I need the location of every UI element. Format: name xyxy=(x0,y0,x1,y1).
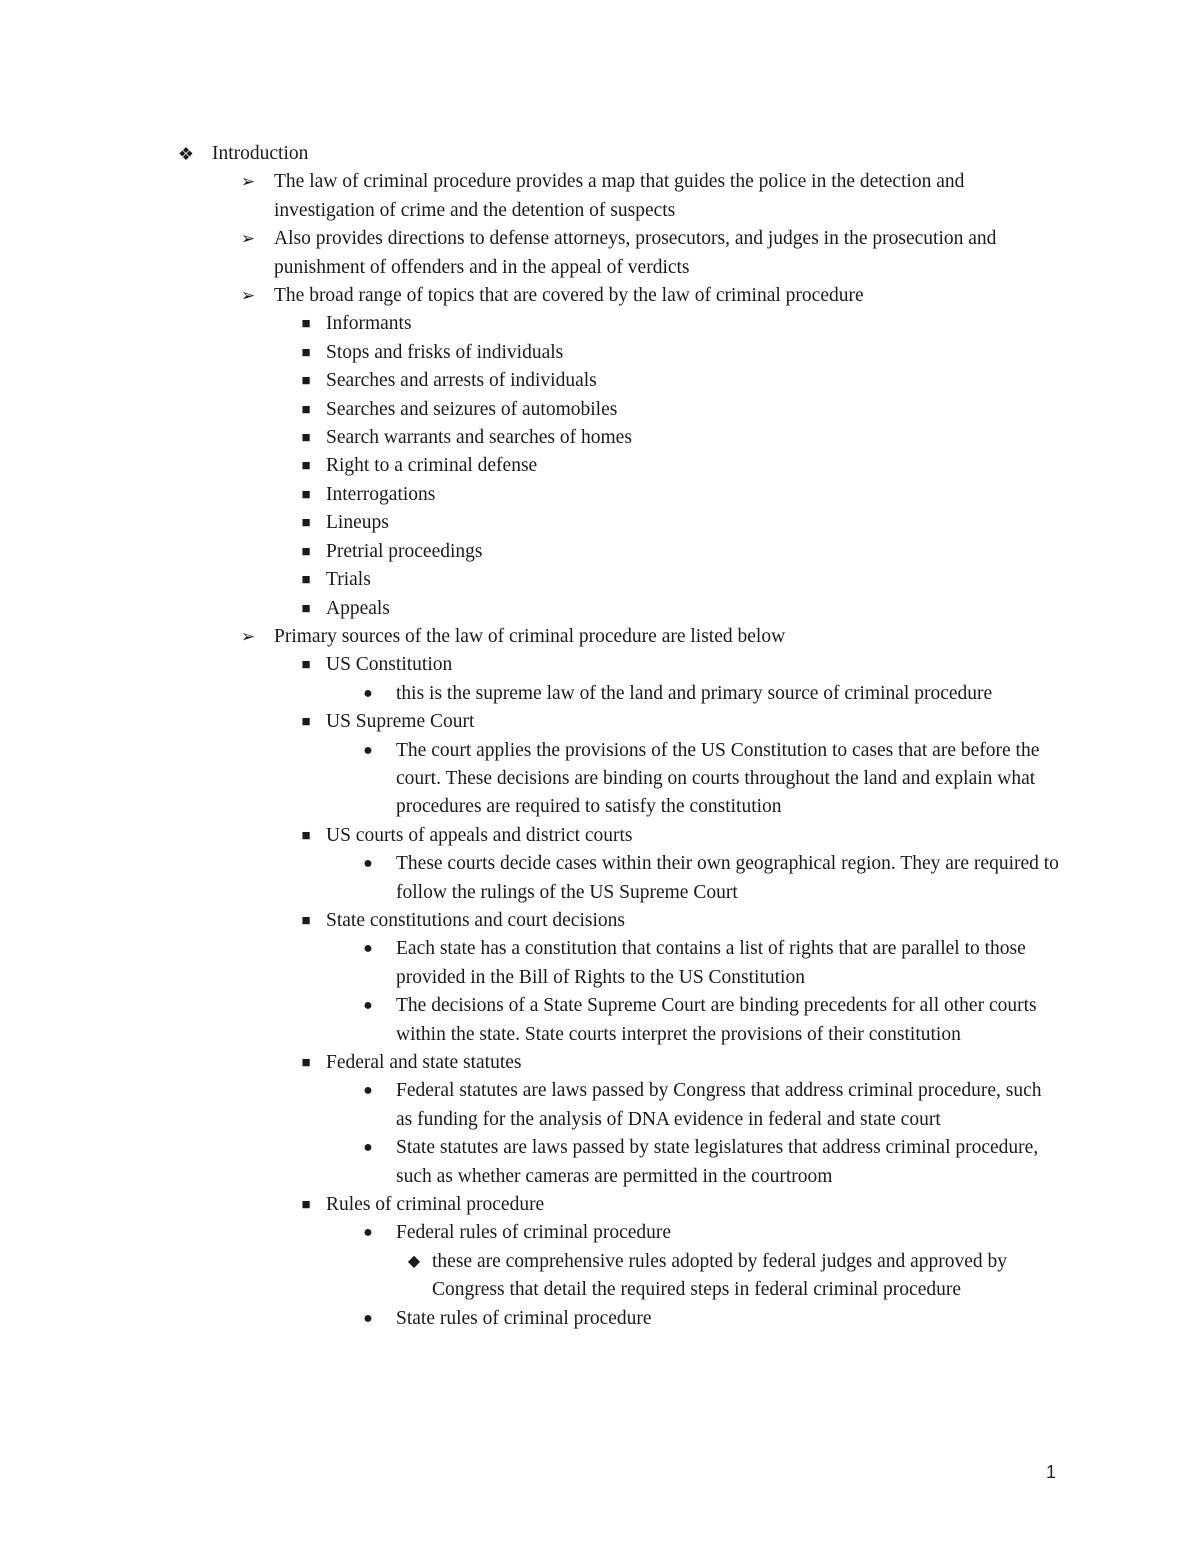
list-item xyxy=(0,1134,1200,1191)
list-item xyxy=(0,452,1200,480)
topics-intro: The broad range of topics that are covered by the law of criminal procedure xyxy=(274,285,864,307)
list-item xyxy=(0,1248,1200,1305)
arrow-bullet-icon: ➢ xyxy=(240,229,256,249)
square-bullet-icon: ■ xyxy=(301,912,311,929)
topic-item: Searches and seizures of automobiles xyxy=(326,398,618,420)
square-bullet-icon: ■ xyxy=(301,515,311,532)
list-item xyxy=(0,822,1200,850)
source-label: Federal and state statutes xyxy=(326,1052,522,1073)
list-item xyxy=(0,168,1200,225)
intro-point: The law of criminal procedure provides a map that guides the police in the detection and investigation of crime and the detention of suspects xyxy=(274,171,965,221)
source-point: The court applies the provisions of the US Constitution to cases that are before the court. These decisions are binding on courts throughout the land and explain what procedures are required to satisfy the constitution xyxy=(396,739,1040,818)
source-label: US Constitution xyxy=(326,654,453,676)
circle-bullet-icon: ● xyxy=(363,1139,373,1157)
list-item xyxy=(0,623,1200,651)
source-point: State statutes are laws passed by state legislatures that address criminal procedure, such as whether cameras are permitted in the courtroom xyxy=(396,1137,1039,1187)
circle-bullet-icon: ● xyxy=(363,1224,373,1242)
square-bullet-icon: ■ xyxy=(301,600,311,617)
list-item xyxy=(0,737,1200,822)
list-item xyxy=(0,595,1200,623)
sources-intro: Primary sources of the law of criminal procedure are listed below xyxy=(274,625,786,647)
source-label: US courts of appeals and district courts xyxy=(326,824,633,846)
square-bullet-icon: ■ xyxy=(301,1055,311,1071)
arrow-bullet-icon: ➢ xyxy=(240,172,256,192)
topic-item: Searches and arrests of individuals xyxy=(326,370,597,392)
topic-item: Pretrial proceedings xyxy=(326,540,483,562)
list-item xyxy=(0,481,1200,509)
list-item xyxy=(0,708,1200,736)
diamond-small-bullet-icon: ◆ xyxy=(407,1252,421,1270)
topic-item: Stops and frisks of individuals xyxy=(326,341,564,363)
list-item xyxy=(0,396,1200,424)
list-item xyxy=(0,992,1200,1049)
list-item xyxy=(0,1077,1200,1134)
topic-item: Informants xyxy=(326,313,412,335)
list-item xyxy=(0,566,1200,594)
source-point: Each state has a constitution that contains a list of rights that are parallel to those provided in the Bill of Rights to the US Constitution xyxy=(396,938,1026,988)
outline-heading-item xyxy=(0,140,1200,168)
square-bullet-icon: ■ xyxy=(301,657,311,674)
source-point: this is the supreme law of the land and primary source of criminal procedure xyxy=(396,682,993,704)
square-bullet-icon: ■ xyxy=(301,572,311,589)
list-item xyxy=(0,225,1200,282)
list-item xyxy=(0,935,1200,992)
intro-point: Also provides directions to defense attorneys, prosecutors, and judges in the prosecution and punishment of offenders and in the appeal of verdicts xyxy=(274,228,997,278)
list-item xyxy=(0,282,1200,310)
list-item xyxy=(0,651,1200,679)
list-item xyxy=(0,1305,1200,1333)
topic-item: Lineups xyxy=(326,512,389,534)
outline xyxy=(0,140,1200,1333)
circle-bullet-icon: ● xyxy=(363,741,373,759)
federal-rules-detail: these are comprehensive rules adopted by federal judges and approved by Congress that detail the required steps in federal criminal procedure xyxy=(432,1250,1008,1301)
list-item xyxy=(0,367,1200,395)
list-item xyxy=(0,1049,1200,1077)
square-bullet-icon: ■ xyxy=(301,486,311,503)
source-point: These courts decide cases within their own geographical region. They are required to follow the rulings of the US Supreme Court xyxy=(396,853,1059,903)
arrow-bullet-icon: ➢ xyxy=(240,286,256,306)
circle-bullet-icon: ● xyxy=(363,684,373,702)
square-bullet-icon: ■ xyxy=(301,1197,311,1214)
circle-bullet-icon: ● xyxy=(363,940,373,958)
topic-item: Trials xyxy=(326,569,371,591)
list-item xyxy=(0,424,1200,452)
square-bullet-icon: ■ xyxy=(301,458,311,475)
list-item xyxy=(0,1219,1200,1247)
square-bullet-icon: ■ xyxy=(301,430,311,447)
diamond-bullet-icon: ❖ xyxy=(177,144,195,164)
topic-item: Right to a criminal defense xyxy=(326,455,538,477)
circle-bullet-icon: ● xyxy=(363,1082,373,1100)
square-bullet-icon: ■ xyxy=(301,316,311,333)
circle-bullet-icon: ● xyxy=(363,1309,373,1327)
topic-item: Search warrants and searches of homes xyxy=(326,427,632,449)
square-bullet-icon: ■ xyxy=(301,401,311,418)
circle-bullet-icon: ● xyxy=(363,855,373,873)
list-item xyxy=(0,538,1200,566)
source-label: State constitutions and court decisions xyxy=(326,909,625,931)
outline-heading: Introduction xyxy=(212,143,309,164)
square-bullet-icon: ■ xyxy=(301,543,311,560)
list-item xyxy=(0,509,1200,537)
square-bullet-icon: ■ xyxy=(301,827,311,844)
federal-rules-item: Federal rules of criminal procedure xyxy=(396,1222,672,1244)
list-item xyxy=(0,850,1200,907)
square-bullet-icon: ■ xyxy=(301,344,311,361)
source-label: US Supreme Court xyxy=(326,711,475,733)
source-point: Federal statutes are laws passed by Congress that address criminal procedure, such as funding for the analysis of DNA evidence in federal and state court xyxy=(396,1080,1042,1130)
topic-item: Appeals xyxy=(326,597,390,619)
list-item xyxy=(0,680,1200,708)
list-item xyxy=(0,907,1200,935)
list-item xyxy=(0,310,1200,338)
list-item xyxy=(0,1191,1200,1219)
list-item xyxy=(0,339,1200,367)
circle-bullet-icon: ● xyxy=(363,997,373,1015)
source-point: The decisions of a State Supreme Court are binding precedents for all other courts within the state. State courts interpret the provisions of their constitution xyxy=(396,995,1037,1045)
arrow-bullet-icon: ➢ xyxy=(240,626,256,646)
topic-item: Interrogations xyxy=(326,483,436,505)
page-number: 1 xyxy=(1046,1462,1057,1482)
source-label: Rules of criminal procedure xyxy=(326,1194,545,1216)
square-bullet-icon: ■ xyxy=(301,714,311,731)
square-bullet-icon: ■ xyxy=(301,373,311,390)
state-rules-item: State rules of criminal procedure xyxy=(396,1307,652,1329)
